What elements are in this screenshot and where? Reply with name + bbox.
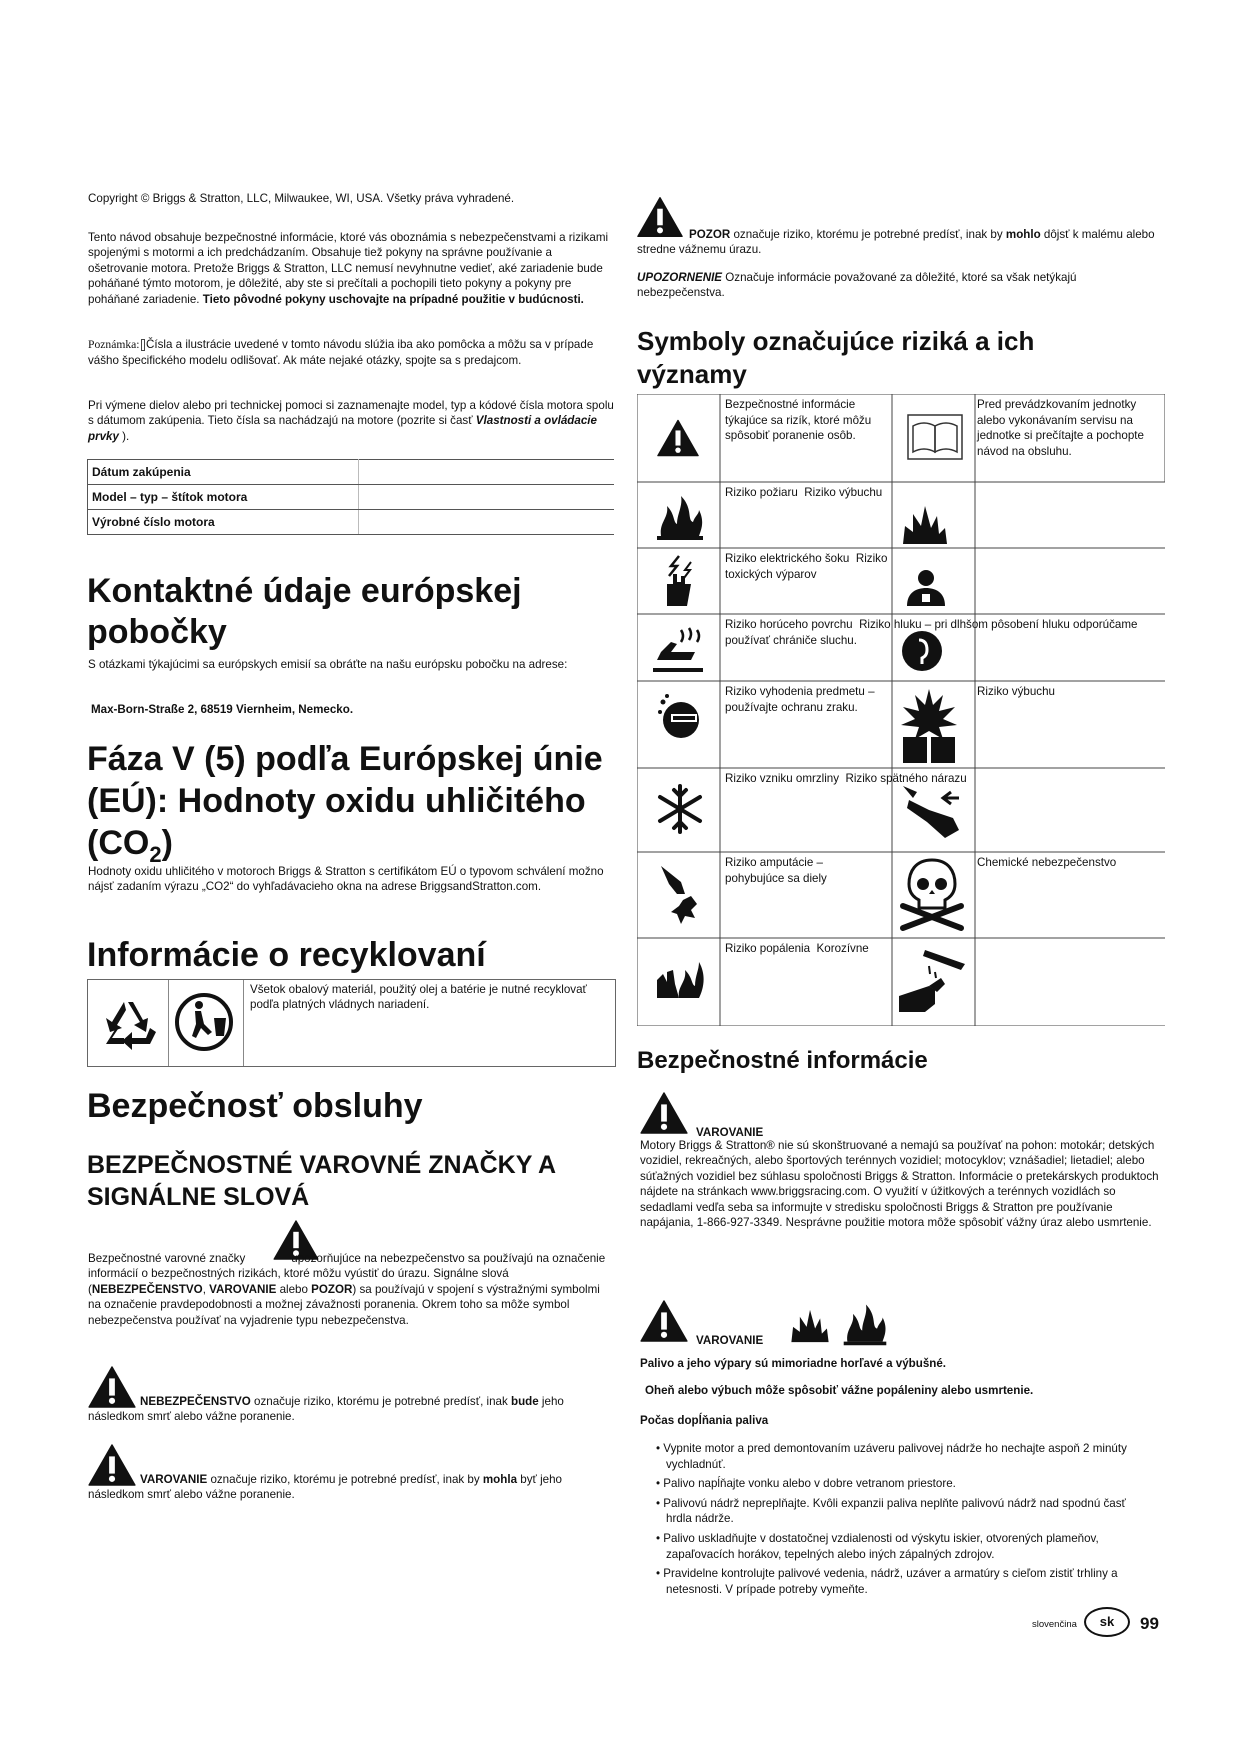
frost-label: Riziko vzniku omrzliny — [725, 772, 840, 785]
toxic-fumes-icon — [899, 564, 953, 608]
safety-alert-icon — [657, 419, 699, 457]
danger-definition — [88, 1366, 614, 1424]
registration-table — [87, 459, 614, 535]
skull-crossbones-icon — [895, 856, 969, 932]
recycle-box — [87, 979, 616, 1067]
shock-label: Riziko elektrického šoku — [725, 552, 850, 565]
symbol-manual: Pred prevádzkovaním jednotky alebo vykonávaním servisu na jednotke si prečítajte a pochopte návod na obsluhu. — [977, 398, 1144, 458]
thrown-objects-icon — [657, 692, 703, 748]
danger-word: NEBEZPEČENSTVO — [140, 1395, 251, 1408]
warning-icon — [640, 1300, 688, 1342]
corrosive-icon — [895, 946, 969, 1016]
burn-label: Riziko popálenia — [725, 942, 811, 955]
signal-separator: , — [202, 1282, 210, 1296]
recycle-title: Informácie o recyklovaní — [87, 936, 486, 974]
frostbite-icon — [655, 782, 705, 836]
kickback-icon — [899, 778, 965, 842]
list-item: • Palivo napĺňajte vonku alebo v dobre vetranom priestore. — [644, 1476, 1150, 1492]
symbol-amputation: Riziko amputácie – pohybujúce sa diely — [725, 856, 827, 885]
list-item: • Pravidelne kontrolujte palivové vedenia, nádrž, uzáver a armatúry s cieľom zistiť trhliny a netesnosti. V prípade potreby vymeňte. — [644, 1566, 1150, 1597]
reg-value[interactable] — [359, 460, 615, 485]
notice-text — [637, 270, 1165, 301]
noise-icon — [899, 626, 945, 676]
reg-label: Dátum zakúpenia — [88, 460, 359, 485]
warning-2-line-1: Palivo a jeho výpary sú mimoriadne horľavé a výbušné. — [640, 1357, 947, 1370]
signal-text-b: upozorňujúce na nebezpečenstvo sa používajú na označenie informácií o bezpečnostných rizikách, ktoré môžu vyústiť do úrazu. Signálne slová ( — [88, 1252, 606, 1296]
notice-body: Označuje informácie považované za dôležité, ktoré sa však netýkajú nebezpečenstva. — [637, 271, 1077, 300]
co2-title-end: ) — [161, 824, 173, 862]
co2-text: Hodnoty oxidu uhličitého v motoroch Briggs & Stratton s certifikátom EÚ o typovom schválení možno nájsť zadaním výrazu „CO2“ do vyhľadávacieho okna na adrese BriggsandStratton.com. — [88, 865, 604, 894]
signal-text-a: Bezpečnostné varovné značky — [88, 1252, 246, 1265]
intro-bold: Tieto pôvodné pokyny uschovajte na prípadné použitie v budúcnosti. — [202, 292, 584, 306]
co2-title-sub: 2 — [149, 841, 162, 867]
signal-separator: alebo — [276, 1282, 312, 1296]
contact-text: S otázkami týkajúcimi sa európskych emisií sa obráťte na našu európsku pobočku na adrese: — [88, 658, 568, 671]
caution-definition — [637, 196, 1165, 257]
signal-word-danger: NEBEZPEČENSTVO — [91, 1282, 203, 1296]
explosion-battery-icon — [899, 687, 959, 765]
table-row — [88, 485, 615, 510]
warning-icon — [640, 1092, 688, 1134]
symbol-fire — [725, 485, 905, 501]
operator-safety-title: Bezpečnosť obsluhy — [87, 1087, 423, 1125]
symbol-shock — [725, 551, 900, 582]
signal-words-title: BEZPEČNOSTNÉ VAROVNÉ ZNAČKY A SIGNÁLNE SLOVÁ — [87, 1151, 556, 1211]
danger-bold: bude — [511, 1395, 539, 1408]
symbols-table — [637, 394, 1165, 1026]
fuel-list — [644, 1441, 1150, 1601]
contact-address: Max-Born-Straße 2, 68519 Viernheim, Nemecko. — [91, 703, 354, 716]
danger-text-a: označuje riziko, ktorému je potrebné predísť, inak — [250, 1395, 511, 1408]
amputation-icon — [655, 858, 703, 928]
hot-label: Riziko horúceho povrchu — [725, 618, 853, 631]
warning-2-word: VAROVANIE — [696, 1334, 764, 1347]
symbols-title: Symboly označujúce riziká a ich významy — [637, 326, 1035, 389]
burn-icon — [653, 954, 705, 1002]
co2-title-text: Fáza V (5) podľa Európskej únie (EÚ): Hodnoty oxidu uhličitého (CO — [87, 740, 603, 862]
reg-label: Výrobné číslo motora — [88, 510, 359, 535]
recycle-icon — [88, 980, 169, 1066]
note-label: Poznámka: — [88, 338, 140, 351]
language-badge: sk — [1084, 1607, 1130, 1637]
signal-text-c: ) sa používajú v spojení s výstražnými symbolmi na označenie pravdepodobnosti a možnej závažnosti poranenia. Okrem toho sa môže symbol nebezpečenstva používať na vyjadrenie typu nebezpečenstva. — [88, 1282, 600, 1327]
parts-paragraph — [88, 398, 614, 444]
dispose-icon — [168, 980, 244, 1066]
warning-text-a: označuje riziko, ktorému je potrebné predísť, inak by — [207, 1473, 483, 1486]
symbol-chemical: Chemické nebezpečenstvo — [977, 856, 1117, 869]
caution-bold: mohlo — [1005, 228, 1041, 241]
intro-paragraph — [88, 230, 614, 307]
caution-word: POZOR — [689, 228, 731, 241]
recycle-text: Všetok obalový materiál, použitý olej a batérie je nutné recyklovať podľa platných vládnych nariadení. — [250, 983, 587, 1012]
list-item: • Vypnite motor a pred demontovaním uzáveru palivovej nádrže ho nechajte aspoň 2 minúty vychladnúť. — [644, 1441, 1150, 1472]
symbol-explosion: Riziko výbuchu — [977, 685, 1055, 698]
signal-words-text — [88, 1251, 614, 1328]
warning-box-1 — [640, 1092, 1160, 1230]
copyright: Copyright © Briggs & Stratton, LLC, Milwaukee, WI, USA. Všetky práva vyhradené. — [88, 192, 515, 205]
reg-value[interactable] — [359, 485, 615, 510]
electric-shock-icon — [657, 554, 701, 610]
manual-icon — [907, 414, 963, 460]
symbol-safety-info: Bezpečnostné informácie týkajúce sa rizík, ktoré môžu spôsobiť poranenie osôb. — [725, 398, 872, 442]
fire-label: Riziko požiaru — [725, 486, 798, 499]
table-row — [88, 510, 615, 535]
footer-language: slovenčina — [1032, 1619, 1077, 1630]
page-number: 99 — [1140, 1614, 1159, 1633]
warning-word: VAROVANIE — [140, 1473, 208, 1486]
reg-label: Model – typ – štítok motora — [88, 485, 359, 510]
danger-text — [88, 1394, 614, 1425]
parts-text: Pri výmene dielov alebo pri technickej pomoci si zaznamenajte model, typ a kódové čísla motora spolu s dátumom zakúpenia. Tieto čísla sa nachádzajú na motore (pozrite si časť — [88, 399, 614, 428]
warning-definition — [88, 1444, 614, 1502]
kickback-label: Riziko spätného nárazu — [845, 772, 967, 785]
noise-label: Riziko hluku – pri dlhšom pôsobení hluku odporúčame používať chrániče sluchu. — [725, 618, 1138, 647]
signal-word-caution: POZOR — [311, 1282, 353, 1296]
danger-text-b: jeho následkom smrť alebo vážne poranenie. — [88, 1395, 564, 1424]
contact-title: Kontaktné údaje európskej pobočky — [87, 572, 522, 651]
co2-title — [87, 738, 627, 876]
caution-text-b: dôjsť k malému alebo stredne vážnemu úrazu. — [637, 228, 1155, 257]
note-text: Čísla a ilustrácie uvedené v tomto návodu slúžia iba ako pomôcka a môžu sa v prípade vášho špecifického modelu odlišovať. Ak máte nejaké otázky, spojte sa s predajcom. — [88, 338, 594, 368]
parts-link[interactable]: Vlastnosti a ovládacie prvky — [88, 414, 597, 443]
warning-text — [88, 1472, 614, 1503]
symbol-thrown-objects: Riziko vyhodenia predmetu – používajte ochranu zraku. — [725, 685, 875, 714]
fire-icon — [653, 492, 707, 542]
caution-text — [637, 227, 1165, 258]
fuel-heading: Počas dopĺňania paliva — [640, 1414, 769, 1427]
fumes-label: Riziko toxických výparov — [725, 552, 888, 581]
notice-word: UPOZORNENIE — [637, 271, 723, 284]
safety-info-title: Bezpečnostné informácie — [637, 1047, 928, 1074]
warning-2-line-2: Oheň alebo výbuch môže spôsobiť vážne popáleniny alebo usmrtenie. — [645, 1384, 1034, 1397]
symbol-burn — [725, 941, 900, 957]
hot-surface-icon — [651, 622, 705, 674]
warning-1-word: VAROVANIE — [696, 1126, 764, 1139]
explosion-icon — [788, 1304, 832, 1348]
fire-icon — [840, 1300, 890, 1348]
caution-text-a: označuje riziko, ktorému je potrebné predísť, inak by — [730, 228, 1006, 241]
explosion-icon — [899, 504, 951, 546]
signal-word-warning: VAROVANIE — [209, 1282, 277, 1296]
reg-value[interactable] — [359, 510, 615, 535]
list-item: • Palivovú nádrž nepreplňajte. Kvôli expanzii paliva neplňte palivovú nádrž nad spodnú časť hrdla nádrže. — [644, 1496, 1150, 1527]
warning-bold: mohla — [482, 1473, 518, 1486]
parts-end: ). — [122, 429, 130, 443]
warning-1-text: Motory Briggs & Stratton® nie sú skonštruované a nemajú sa používať na pohon: motokár; detských vozidiel, rekreačných, alebo športových terénnych vozidiel; motocyklov; vznášadiel; lietadiel; alebo súťažných vozidiel bez súhlasu spoločnosti Briggs & Stratton. Informácie o pretekárskych produktoch nájdete na stránkach www.briggsracing.com. O využití v úžitkových a terénnych vozidlách so sedadlami vedľa seba sa informujte v stredisku spoločnosti Briggs & Stratton pre používanie napájania, 1-866-927-3349. Nesprávne použitie motora môže spôsobiť vážny úraz alebo usmrtenie. — [640, 1139, 1159, 1230]
corrosive-label: Korozívne — [816, 942, 869, 955]
note-paragraph — [88, 337, 614, 369]
explosion-label: Riziko výbuchu — [804, 486, 883, 499]
list-item: • Palivo uskladňujte v dostatočnej vzdialenosti od výskytu iskier, otvorených plameňov, zapaľovacích horákov, tepelných alebo iných zápalných zdrojov. — [644, 1531, 1150, 1562]
warning-text-b: byť jeho následkom smrť alebo vážne poranenie. — [88, 1473, 562, 1502]
table-row — [88, 460, 615, 485]
intro-text: Tento návod obsahuje bezpečnostné informácie, ktoré vás oboznámia s nebezpečenstvami a rizikami spojenými s motormi a ich predchádzaním. Obsahuje tiež pokyny na správne používanie a ošetrovanie motora. Pretože Briggs & Stratton, LLC nemusí nevyhnutne vedieť, aké zariadenie bude poháňané týmto motorom, je dôležité, aby ste si prečítali a pochopili tieto pokyny a pokyny pre poháňané zariadenie. — [88, 231, 609, 306]
